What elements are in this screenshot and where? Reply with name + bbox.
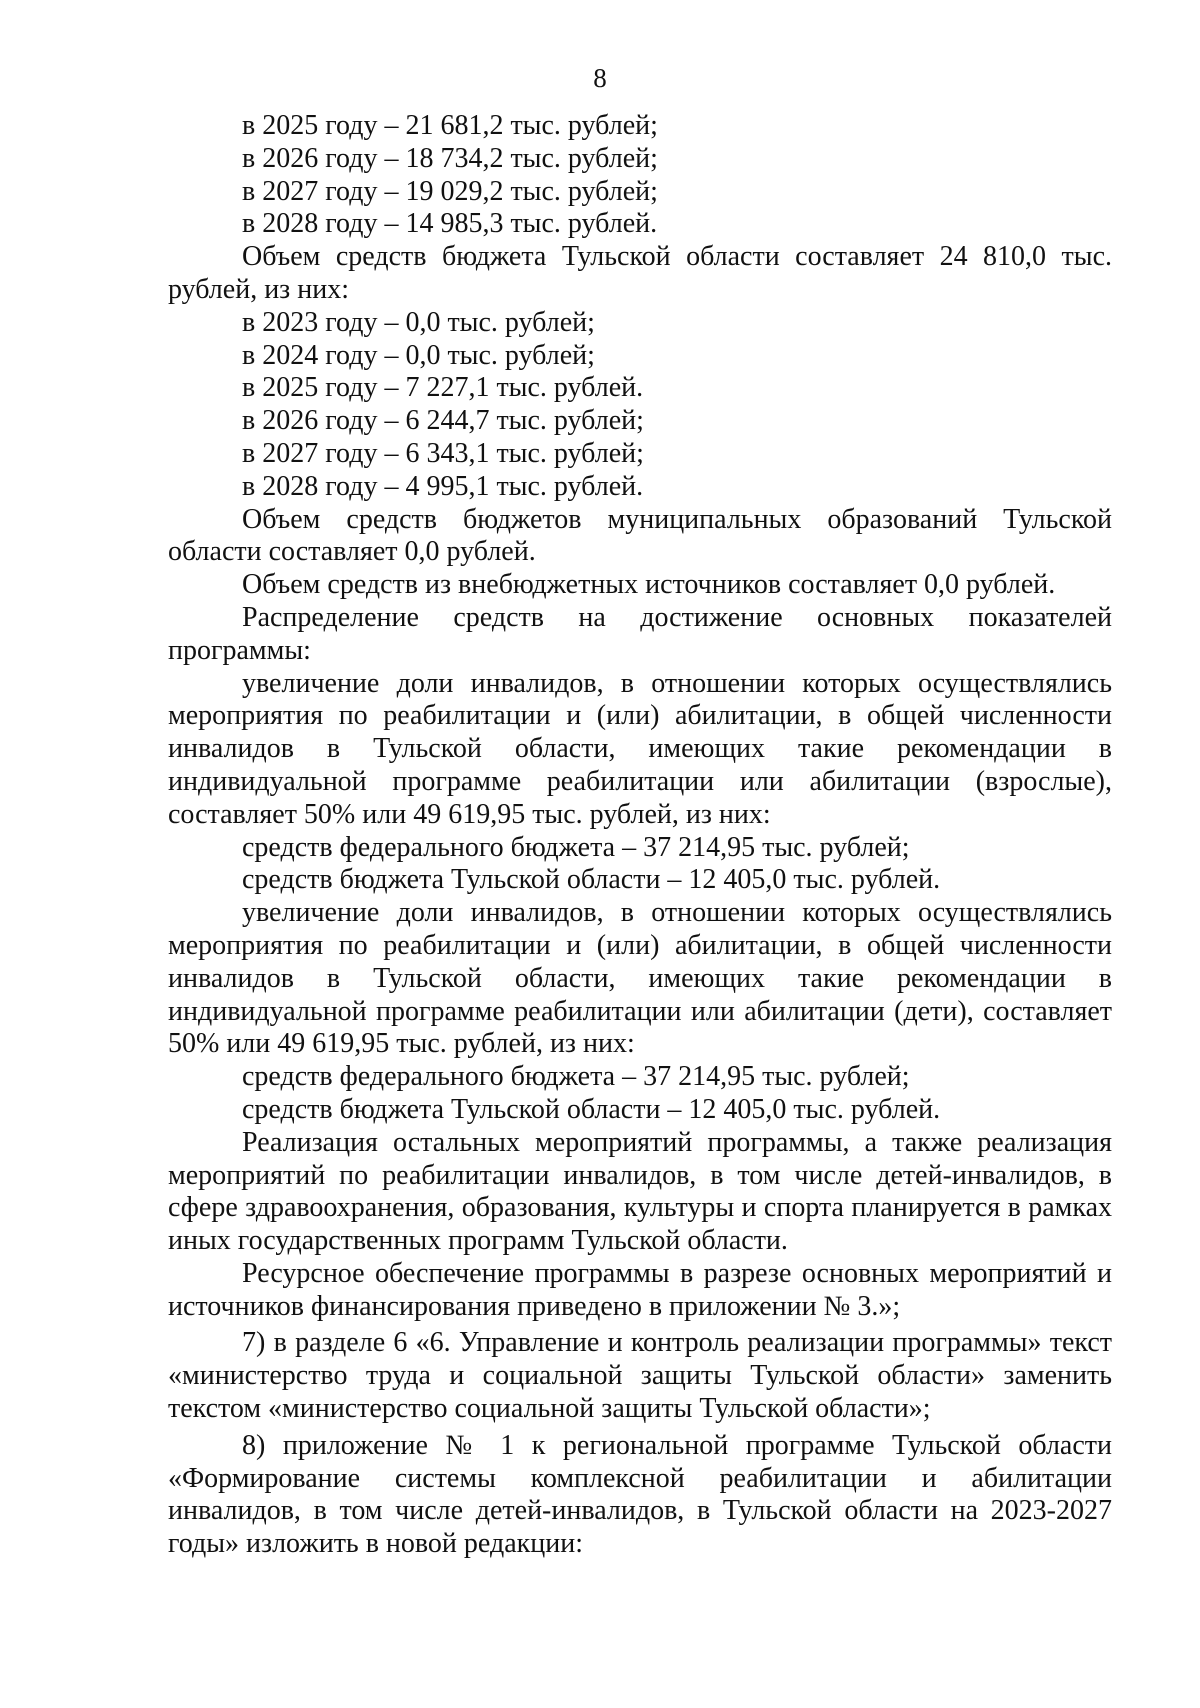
paragraph: в 2028 году – 14 985,3 тыс. рублей. xyxy=(242,208,658,240)
document-body xyxy=(168,110,1112,1561)
paragraph: Объем средств бюджетов муниципальных образований Тульской области составляет 0,0 рублей. xyxy=(168,503,1112,568)
paragraph: в 2027 году – 19 029,2 тыс. рублей; xyxy=(242,175,658,207)
paragraph: средств бюджета Тульской области – 12 405,0 тыс. рублей. xyxy=(242,864,941,896)
paragraph: в 2027 году – 6 343,1 тыс. рублей; xyxy=(242,437,644,469)
paragraph: в 2026 году – 18 734,2 тыс. рублей; xyxy=(242,142,658,174)
paragraph: в 2026 году – 6 244,7 тыс. рублей; xyxy=(242,405,644,437)
paragraph: в 2024 году – 0,0 тыс. рублей; xyxy=(242,339,595,371)
paragraph: в 2025 году – 21 681,2 тыс. рублей; xyxy=(242,110,658,141)
paragraph: 8) приложение № 1 к региональной программе Тульской области «Формирование системы комплексной реабилитации и абилитации инвалидов, в том числе детей-инвалидов, в Тульской области на 2023-2027 годы» изложить в новой редакции: xyxy=(168,1429,1112,1560)
page-number: 8 xyxy=(593,63,607,93)
paragraph: 7) в разделе 6 «6. Управление и контроль реализации программы» текст «министерство труда и социальной защиты Тульской области» заменить текстом «министерство социальной защиты Тульской области»; xyxy=(168,1327,1112,1425)
paragraph: Ресурсное обеспечение программы в разрезе основных мероприятий и источников финансирования приведено в приложении № 3.»; xyxy=(168,1257,1112,1322)
paragraph: в 2028 году – 4 995,1 тыс. рублей. xyxy=(242,470,644,502)
paragraph: средств бюджета Тульской области – 12 405,0 тыс. рублей. xyxy=(242,1093,941,1125)
paragraph: Объем средств из внебюджетных источников составляет 0,0 рублей. xyxy=(242,569,1056,601)
paragraph: Распределение средств на достижение основных показателей программы: xyxy=(168,601,1112,666)
paragraph: увеличение доли инвалидов, в отношении которых осуществлялись мероприятия по реабилитации и (или) абилитации, в общей численности инвалидов в Тульской области, имеющих такие рекомендации в индивидуальной программе реабилитации или абилитации (дети), составляет 50% или 49 619,95 тыс. рублей, из них: xyxy=(168,897,1112,1060)
paragraph: в 2025 году – 7 227,1 тыс. рублей. xyxy=(242,372,644,404)
paragraph: Объем средств бюджета Тульской области составляет 24 810,0 тыс. рублей, из них: xyxy=(168,241,1112,305)
paragraph: средств федерального бюджета – 37 214,95 тыс. рублей; xyxy=(242,1061,910,1093)
paragraph: увеличение доли инвалидов, в отношении которых осуществлялись мероприятия по реабилитации и (или) абилитации, в общей численности инвалидов в Тульской области, имеющих такие рекомендации в индивидуальной программе реабилитации или абилитации (взрослые), составляет 50% или 49 619,95 тыс. рублей, из них: xyxy=(168,667,1112,830)
paragraph: средств федерального бюджета – 37 214,95 тыс. рублей; xyxy=(242,831,910,863)
paragraph: в 2023 году – 0,0 тыс. рублей; xyxy=(242,306,595,338)
paragraph: Реализация остальных мероприятий программы, а также реализация мероприятий по реабилитации инвалидов, в том числе детей-инвалидов, в сфере здравоохранения, образования, культуры и спорта планируется в рамках иных государственных программ Тульской области. xyxy=(168,1126,1112,1257)
